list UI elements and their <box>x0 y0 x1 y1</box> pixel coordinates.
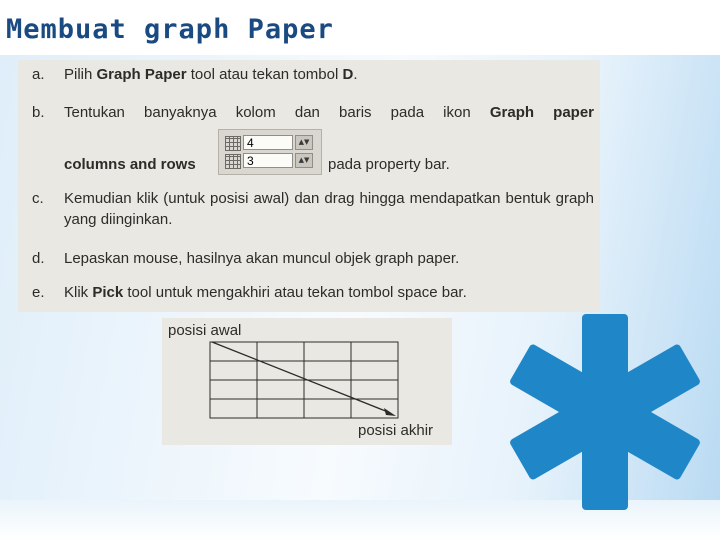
step-bold: Graph paper <box>489 104 595 121</box>
step-text: Klik <box>64 284 93 301</box>
graph-grid <box>210 342 398 418</box>
step-e <box>32 282 594 303</box>
step-text: tool atau tekan tombol <box>186 66 343 83</box>
step-bold: Pick <box>92 284 124 301</box>
graph-paper-figure <box>162 318 452 445</box>
slide-title: Membuat graph Paper <box>6 14 334 45</box>
step-d <box>32 248 594 269</box>
instruction-scan <box>18 60 600 312</box>
step-marker: c. <box>32 190 44 207</box>
graph-paper-property-widget <box>218 129 322 175</box>
drag-arrow-head <box>384 408 396 416</box>
step-text: . <box>353 66 358 83</box>
columns-row <box>225 135 315 151</box>
rows-spinner[interactable]: ▲▼ <box>295 153 313 168</box>
step-text: Pilih <box>64 66 97 83</box>
step-text: Kemudian klik (untuk posisi awal) dan drag hingga mendapatkan bentuk graph yang diinginkan. <box>64 190 594 228</box>
graph-rows-icon <box>225 154 241 169</box>
step-a <box>32 64 594 85</box>
end-position-label: posisi akhir <box>358 422 434 439</box>
step-bold: columns and rows <box>64 156 196 173</box>
step-text: Lepaskan mouse, hasilnya akan muncul objek graph paper. <box>64 250 460 267</box>
step-b-continuation <box>64 154 196 175</box>
drag-path-line <box>212 342 388 412</box>
step-c <box>32 188 594 230</box>
rows-input[interactable]: 3 <box>243 153 293 168</box>
step-marker: e. <box>32 284 45 301</box>
step-bold: Graph Paper <box>96 66 187 83</box>
step-marker: d. <box>32 250 45 267</box>
step-text: Tentukan banyaknya kolom dan baris pada ikon <box>64 104 490 121</box>
asterisk-decoration-icon <box>505 312 705 512</box>
step-marker: a. <box>32 66 45 83</box>
rows-row <box>225 153 315 169</box>
start-position-label: posisi awal <box>168 322 242 339</box>
graph-columns-icon <box>225 136 241 151</box>
step-text: tool untuk mengakhiri atau tekan tombol space bar. <box>123 284 467 301</box>
property-bar-text: pada property bar. <box>328 156 450 173</box>
columns-input[interactable]: 4 <box>243 135 293 150</box>
step-b <box>32 102 594 123</box>
columns-spinner[interactable]: ▲▼ <box>295 135 313 150</box>
step-marker: b. <box>32 104 45 121</box>
step-bold: D <box>342 66 354 83</box>
